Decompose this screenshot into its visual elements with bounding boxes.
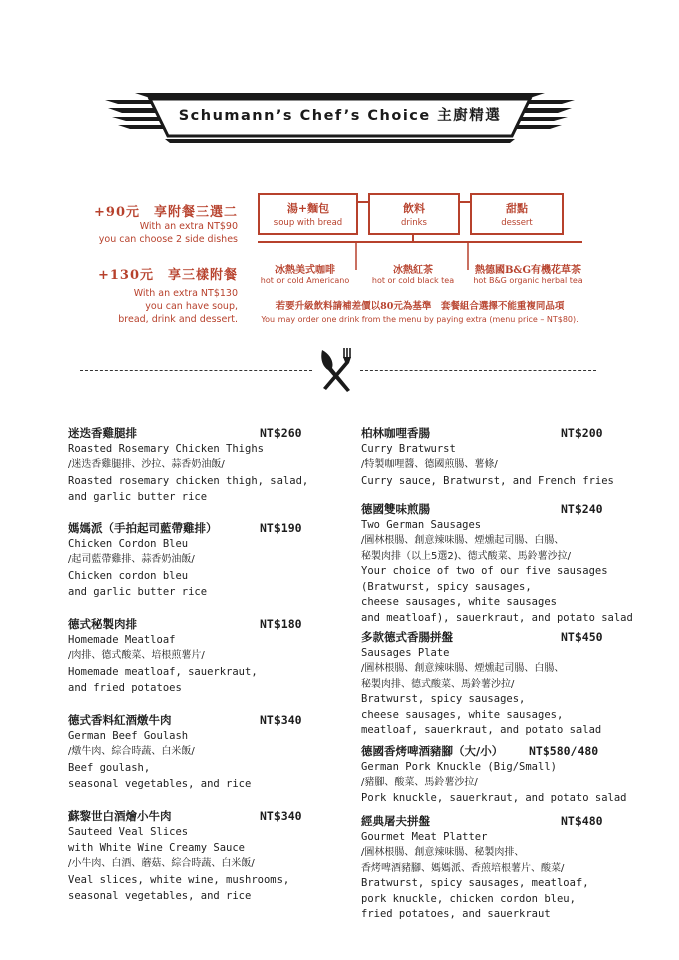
- upgrade-option-90: [80, 201, 238, 246]
- side-option-soup: [258, 193, 358, 235]
- item-name-zh: 經典屠夫拼盤: [361, 814, 430, 828]
- drink-name-en: hot or cold Americano: [260, 276, 350, 285]
- side-option-label-en: soup with bread: [273, 218, 343, 228]
- item-desc: 秘製肉排、德式酸菜、馬鈴薯沙拉/: [361, 678, 515, 690]
- item-desc: /圖林根腸、創意辣味腸、煙燻起司腸、白腸、: [361, 535, 565, 546]
- item-desc: fried potatoes, and sauerkraut: [361, 908, 551, 920]
- item-desc: and garlic butter rice: [68, 586, 208, 598]
- upgrade-130-line: bread, drink and dessert.: [118, 314, 238, 325]
- item-name-en: German Pork Knuckle (Big/Small): [361, 760, 557, 773]
- item-desc: Homemade meatloaf, sauerkraut,: [68, 666, 258, 678]
- side-option-label-en: dessert: [501, 218, 533, 228]
- item-desc: cheese sausages, white sausages,: [361, 708, 564, 721]
- item-desc: Bratwurst, spicy sausages,: [361, 693, 526, 705]
- item-desc: Your choice of two of our five sausages: [361, 565, 608, 577]
- fork-knife-icon: [316, 346, 356, 392]
- side-option-drinks: [368, 193, 460, 235]
- item-desc: Beef goulash,: [68, 762, 151, 774]
- banner-ribbon-graphic: [0, 0, 679, 150]
- item-desc: Veal slices, white wine, mushrooms,: [68, 874, 290, 886]
- menu-item-rosemary-chicken: [68, 425, 313, 505]
- item-price: NT$340: [260, 809, 302, 823]
- item-desc: 秘製肉排（以上5選2)、德式酸菜、馬鈴薯沙拉/: [361, 550, 571, 562]
- note-en: You may order one drink from the menu by paying extra (menu price – NT$80).: [261, 315, 579, 324]
- item-name-en: Sauteed Veal Slices: [68, 826, 189, 838]
- item-name-zh: 媽媽派（手拍起司藍帶雞排）: [68, 521, 218, 535]
- item-desc: /小牛肉、白酒、蘑菇、綜合時蔬、白米飯/: [68, 858, 255, 869]
- item-price: NT$340: [260, 713, 302, 727]
- item-name-en: Two German Sausages: [361, 518, 482, 531]
- item-desc: 香烤啤酒豬腳、媽媽派、香煎培根薯片、酸菜/: [361, 862, 565, 874]
- item-price: NT$200: [561, 426, 603, 440]
- item-name-zh: 蘇黎世白酒燴小牛肉: [68, 809, 172, 823]
- upgrade-90-line: you can choose 2 side dishes: [98, 234, 238, 245]
- upgrade-90-line: With an extra NT$90: [139, 221, 238, 232]
- item-name-zh: 柏林咖哩香腸: [361, 426, 430, 440]
- drink-name: 冰熱美式咖啡: [275, 265, 335, 276]
- item-name-zh: 迷迭香雞腿排: [68, 426, 137, 440]
- item-price: NT$240: [561, 502, 603, 516]
- item-name-en: Gourmet Meat Platter: [361, 830, 488, 843]
- note-zh: 若要升級飲料請補差價以80元為基準 套餐組合選擇不能重複同品項: [275, 301, 565, 312]
- item-desc: /圖林根腸、創意辣味腸、煙燻起司腸、白腸、: [361, 663, 565, 674]
- item-desc: Chicken cordon bleu: [68, 570, 189, 582]
- item-desc: seasonal vegetables, and rice: [68, 890, 252, 902]
- item-price: NT$260: [260, 426, 302, 440]
- menu-item-meat-platter: [361, 814, 611, 923]
- drink-name-en: hot or cold black tea: [371, 276, 455, 285]
- item-name-zh: 多款德式香腸拼盤: [361, 630, 453, 644]
- item-desc: seasonal vegetables, and rice: [68, 778, 252, 790]
- drink-option: [470, 261, 586, 285]
- item-desc: and fried potatoes: [68, 682, 182, 694]
- drink-option: [255, 261, 355, 285]
- item-name-zh: 德式秘製肉排: [68, 617, 137, 631]
- menu-item-pork-knuckle: [361, 744, 627, 806]
- item-desc: meatloaf, sauerkraut, and potato salad: [361, 724, 602, 736]
- item-name-en: Curry Bratwurst: [361, 443, 456, 455]
- item-desc: /起司藍帶雞排、蒜香奶油飯/: [68, 554, 195, 565]
- menu-item-sausages-plate: [361, 630, 611, 739]
- page-title: Schumann’s Chef’s Choice 主廚精選: [178, 108, 502, 124]
- item-name-en: German Beef Goulash: [68, 730, 189, 742]
- drink-name-en: hot B&G organic herbal tea: [473, 276, 583, 285]
- side-option-label-en: drinks: [401, 218, 427, 228]
- item-desc: pork knuckle, chicken cordon bleu,: [361, 892, 576, 905]
- item-name-en: Sausages Plate: [361, 646, 450, 659]
- upgrade-90-heading: +90元 享附餐三選二: [94, 205, 238, 220]
- upgrade-notes: [250, 298, 590, 324]
- upgrade-option-130: [80, 264, 238, 326]
- menu-item-beef-goulash: [68, 712, 313, 792]
- divider-dash-left: [80, 370, 312, 371]
- side-option-dessert: [470, 193, 564, 235]
- item-name-en: with White Wine Creamy Sauce: [68, 842, 246, 854]
- item-desc: /圖林根腸、創意辣味腸、秘製肉排、: [361, 847, 525, 858]
- item-desc: /豬腳、酸菜、馬鈴薯沙拉/: [361, 777, 478, 788]
- item-name-zh: 德式香料紅酒燉牛肉: [68, 713, 172, 727]
- item-desc: cheese sausages, white sausages: [361, 596, 557, 608]
- item-desc: and garlic butter rice: [68, 491, 208, 503]
- side-option-label: 甜點: [506, 202, 528, 215]
- item-desc: Pork knuckle, sauerkraut, and potato salad: [361, 791, 627, 804]
- item-desc: (Bratwurst, spicy sausages,: [361, 580, 532, 593]
- drink-name: 冰熱紅茶: [393, 265, 433, 276]
- item-price: NT$480: [561, 814, 603, 828]
- side-option-label: 湯+麵包: [286, 202, 330, 215]
- menu-item-veal-slices: [68, 808, 313, 904]
- item-price: NT$190: [260, 521, 302, 535]
- item-name-zh: 德國香烤啤酒豬腳（大/小）: [361, 744, 504, 758]
- menu-item-meatloaf: [68, 616, 313, 696]
- item-name-en: Chicken Cordon Bleu: [68, 538, 189, 550]
- item-price: NT$180: [260, 617, 302, 631]
- menu-item-cordon-bleu: [68, 520, 313, 600]
- header-banner: [0, 0, 679, 150]
- divider-dash-right: [360, 370, 596, 371]
- upgrade-130-line: you can have soup,: [145, 301, 238, 312]
- item-name-zh: 德國雙味煎腸: [361, 502, 430, 516]
- menu-item-two-sausages: [361, 502, 633, 626]
- item-desc: /肉排、德式酸菜、培根煎薯片/: [68, 650, 205, 661]
- item-desc: /特製咖哩醬、德國煎腸、薯條/: [361, 459, 498, 470]
- menu-item-curry-bratwurst: [361, 425, 614, 489]
- upgrade-130-heading: +130元 享三樣附餐: [97, 268, 238, 283]
- item-price: NT$450: [561, 630, 603, 644]
- item-desc: Bratwurst, spicy sausages, meatloaf,: [361, 877, 589, 889]
- item-desc: and meatloaf), sauerkraut, and potato salad: [361, 611, 633, 624]
- upgrade-130-line: With an extra NT$130: [133, 288, 238, 299]
- item-name-en: Roasted Rosemary Chicken Thighs: [68, 443, 264, 455]
- item-name-en: Homemade Meatloaf: [68, 634, 176, 646]
- item-desc: /迷迭香雞腿排、沙拉、蒜香奶油飯/: [68, 459, 225, 470]
- item-desc: Roasted rosemary chicken thigh, salad,: [68, 475, 309, 487]
- item-desc: /燉牛肉、綜合時蔬、白米飯/: [68, 746, 195, 757]
- side-option-label: 飲料: [403, 202, 425, 215]
- drink-name: 熱德國B&G有機花草茶: [474, 265, 582, 276]
- drink-option: [362, 261, 464, 285]
- item-price: NT$580/480: [529, 744, 599, 758]
- item-desc: Curry sauce, Bratwurst, and French fries: [361, 475, 614, 487]
